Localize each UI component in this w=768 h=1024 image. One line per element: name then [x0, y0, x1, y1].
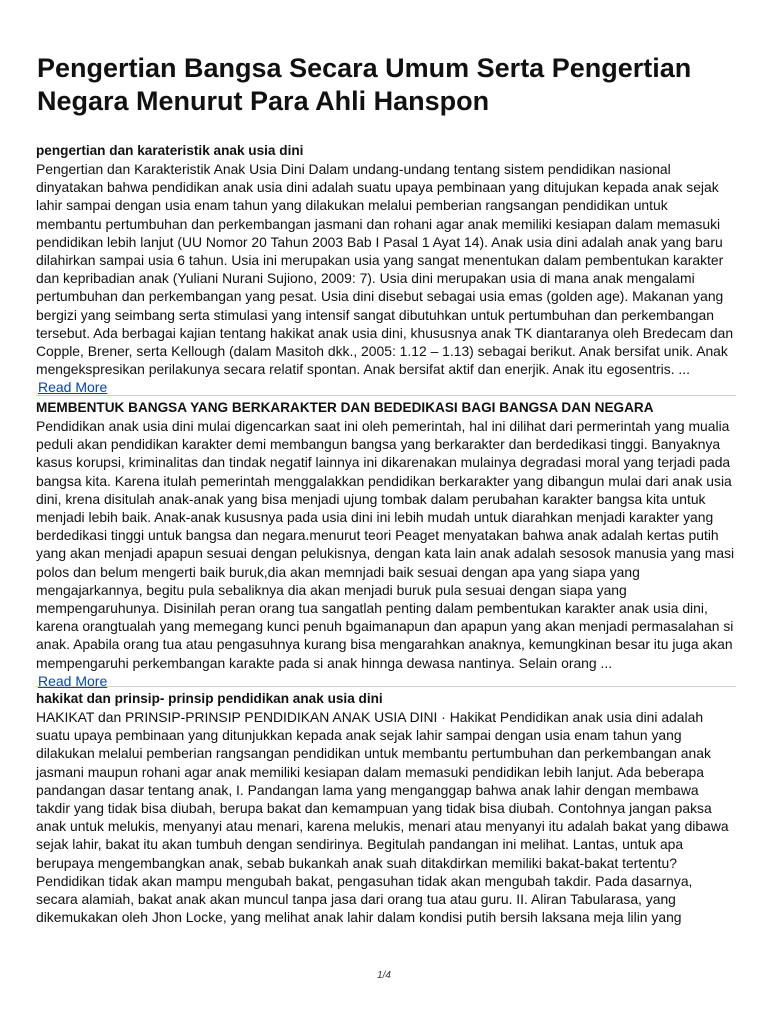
- section-heading: MEMBENTUK BANGSA YANG BERKARAKTER DAN BEDEDIKASI BAGI BANGSA DAN NEGARA: [36, 400, 654, 415]
- section-body: Pendidikan anak usia dini mulai digencarkan saat ini oleh pemerintah, hal ini dilihat dari permerintah yang mualia peduli akan pendidikan karakter demi membangun bangsa yang berkarakter dan berdedikasi tinggi. Banyaknya kasus korupsi, kriminalitas dan tindak negatif lainnya ini dikarenakan mulainya degradasi moral yang terjadi pada bangsa kita. Karena itulah pemerintah menggalakkan pendidikan berkarakter yang dibangun mulai dari anak usia dini, krena disitulah anak-anak yang bisa menjadi ujung tombak dalam perubahan karakter bangsa kita untuk menjadi lebih baik. Anak-anak kususnya pada usia dini ini lebih mudah untuk diarahkan menjadi karakter yang berdedikasi tinggi untuk bangsa dan negara.menurut teori Peaget menyatakan bahwa anak adalah kertas putih yang akan menjadi apapun sesuai dengan pelukisnya, dengan kata lain anak adalah sesosok manusia yang masi polos dan belum mengerti baik buruk,dia akan memnjadi baik sesuai dengan apa yang siapa yang mengajarkannya, begitu pula sebaliknya dia akan menjadi buruk pula sesuai dengan siapa yang mempengaruhunya. Disinilah peran orang tua sangatlah penting dalam pembentukan karakter anak usia dini, karena orangtualah yang memegang kunci penuh bgaimanapun dan apapun yang akan menjadi permasalahan si anak. Apabila orang tua atau pengasuhnya kurang bisa mengarahkan anaknya, kemungkinan besar itu juga akan mempengaruhi perkembangan karakte pada si anak hinnga dewasa nantinya. Selain orang ...: [36, 418, 735, 671]
- section-divider: [36, 395, 736, 396]
- article-section-3: [36, 689, 736, 926]
- article-section-2: [36, 398, 736, 691]
- page-title: Pengertian Bangsa Secara Umum Serta Pengertian Negara Menurut Para Ahli Hanspon: [37, 53, 692, 116]
- read-more-link[interactable]: Read More: [38, 379, 108, 396]
- read-more-link[interactable]: Read More: [38, 672, 108, 689]
- page-number: 1/4: [377, 970, 391, 981]
- article-section-1: [36, 141, 736, 397]
- section-body: Pengertian dan Karakteristik Anak Usia Dini Dalam undang-undang tentang sistem pendidikan nasional dinyatakan bahwa pendidikan anak usia dini adalah suatu upaya pembinaan yang ditujukan kepada anak sejak lahir sampai dengan usia enam tahun yang dilakukan melalui pemberian rangsangan pendidikan untuk membantu pertumbuhan dan perkembangan jasmani dan rohani agar anak memiliki kesiapan dalam memasuki pendidikan lebih lanjut (UU Nomor 20 Tahun 2003 Bab I Pasal 1 Ayat 14). Anak usia dini adalah anak yang baru dilahirkan sampai usia 6 tahun. Usia ini merupakan usia yang sangat menentukan dalam pembentukan karakter dan kepribadian anak (Yuliani Nurani Sujiono, 2009: 7). Usia dini merupakan usia di mana anak mengalami pertumbuhan dan perkembangan yang pesat. Usia dini disebut sebagai usia emas (golden age). Makanan yang bergizi yang seimbang serta stimulasi yang intensif sangat dibutuhkan untuk pertumbuhan dan perkembangan tersebut. Ada berbagai kajian tentang hakikat anak usia dini, khususnya anak TK diantaranya oleh Bredecam dan Copple, Brener, serta Kellough (dalam Masitoh dkk., 2005: 1.12 – 1.13) sebagai berikut. Anak bersifat unik. Anak mengekspresikan perilakunya secara relatif spontan. Anak bersifat aktif dan enerjik. Anak itu egosentris. ...: [36, 161, 734, 378]
- section-heading: hakikat dan prinsip- prinsip pendidikan anak usia dini: [36, 691, 383, 706]
- section-heading: pengertian dan karateristik anak usia dini: [36, 143, 304, 158]
- section-divider: [36, 686, 736, 687]
- section-body: HAKIKAT dan PRINSIP-PRINSIP PENDIDIKAN ANAK USIA DINI · Hakikat Pendidikan anak usia dini adalah suatu upaya pembinaan yang ditunjukkan kepada anak sejak lahir sampai dengan usia enam tahun yang dilakukan melalui pemberian rangsangan pendidikan untuk membantu pertumbuhan dan perkembangan anak jasmani maupun rohani agar anak memiliki kesiapan dalam memasuki pendidikan lebih lanjut. Ada beberapa pandangan dasar tentang anak, I. Pandangan lama yang menganggap bahwa anak lahir dengan membawa takdir yang tidak bisa diubah, berupa bakat dan kemampuan yang tidak bisa diubah. Contohnya jangan paksa anak untuk melukis, menyanyi atau menari, karena melukis, menari atau menyanyi itu adalah bakat yang dibawa sejak lahir, bakat itu akan tumbuh dengan sendirinya. Begitulah pandangan ini melihat. Lantas, untuk apa berupaya mengembangkan anak, sebab bukankah anak suah ditakdirkan memiliki bakat-bakat tertentu?Pendidikan tidak akan mampu mengubah bakat, pengasuhan tidak akan mengubah takdir. Pada dasarnya, secara alamiah, bakat anak akan muncul tanpa jasa dari orang tua atau guru. II. Aliran Tabularasa, yang dikemukakan oleh Jhon Locke, yang melihat anak lahir dalam kondisi putih bersih laksana meja lilin yang: [36, 709, 729, 926]
